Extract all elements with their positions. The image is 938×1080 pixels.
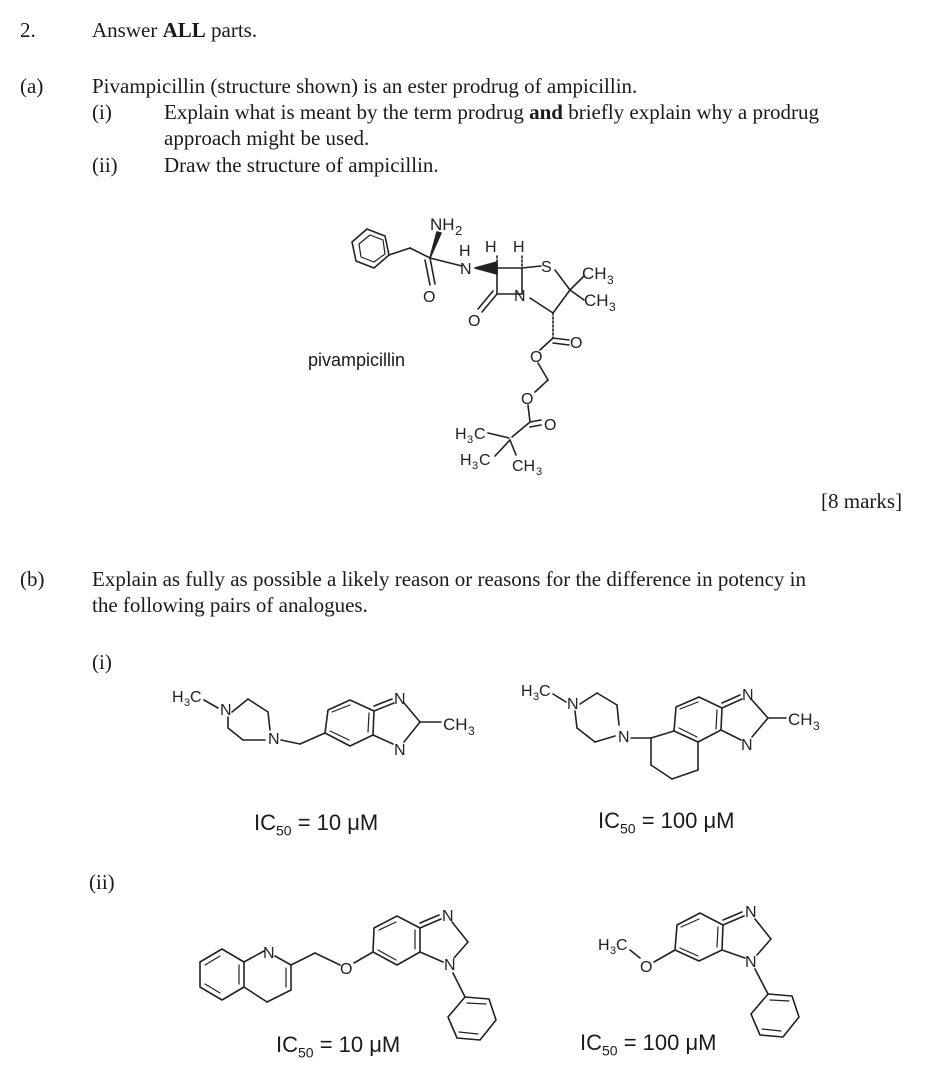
svg-text:H: H [172,689,184,706]
svg-text:C: C [539,683,551,700]
svg-text:N: N [514,288,526,305]
svg-text:2: 2 [455,223,463,238]
compound-name-label: pivampicillin [308,350,406,370]
svg-text:N: N [268,731,280,748]
svg-text:3: 3 [536,466,543,478]
svg-text:O: O [530,349,543,366]
svg-text:N: N [742,687,754,704]
svg-text:H: H [598,937,610,954]
part-b-label: (b) [20,567,45,591]
svg-text:C: C [616,937,628,954]
svg-text:H: H [485,239,497,256]
svg-text:N: N [618,729,630,746]
svg-text:N: N [263,945,275,962]
svg-text:H: H [521,683,533,700]
svg-text:N: N [394,691,406,708]
part-b-intro-line2: the following pairs of analogues. [92,593,368,617]
svg-text:O: O [570,335,583,352]
svg-text:C: C [479,452,491,469]
ic-prefix: IC [254,810,276,835]
ic-value: = 10 μM [291,810,379,835]
svg-text:3: 3 [468,724,475,738]
svg-text:3: 3 [533,691,540,703]
svg-text:CH: CH [512,458,536,475]
ic-subscript: 50 [298,1044,314,1061]
instruction-bold: ALL [162,18,206,42]
ic-subscript: 50 [620,820,636,837]
ic-subscript: 50 [602,1042,618,1059]
svg-text:NH: NH [430,215,455,234]
instruction-pre: Answer [92,18,163,42]
svg-text:H: H [459,243,471,260]
svg-text:3: 3 [607,273,614,287]
ic-prefix: IC [276,1032,298,1057]
svg-text:3: 3 [184,697,191,709]
pair-ii-left-ic50 [276,1032,400,1060]
svg-text:O: O [423,289,436,306]
svg-text:O: O [340,961,353,978]
svg-text:N: N [460,261,472,278]
question-number: 2. [20,18,36,42]
pair-ii-right-molecule [598,904,799,1037]
svg-text:N: N [220,702,232,719]
svg-text:N: N [567,696,579,713]
pair-ii-left-molecule [200,908,496,1040]
svg-text:CH: CH [582,264,607,283]
svg-text:H: H [460,452,472,469]
part-a-ii-text: Draw the structure of ampicillin. [164,153,439,177]
svg-text:CH: CH [443,715,468,734]
svg-text:O: O [468,313,481,330]
svg-text:S: S [541,259,552,276]
svg-text:N: N [741,737,753,754]
part-a-i-text-pre: Explain what is meant by the term prodrug [164,100,530,124]
instruction-post: parts. [205,18,258,42]
svg-text:CH: CH [584,291,609,310]
ic-value: = 100 μM [617,1030,717,1055]
svg-text:N: N [444,957,456,974]
ic-prefix: IC [598,808,620,833]
svg-text:O: O [521,391,534,408]
svg-text:3: 3 [609,300,616,314]
ic-value: = 10 μM [313,1032,401,1057]
svg-text:N: N [745,954,757,971]
ic-prefix: IC [580,1030,602,1055]
part-b-i-label: (i) [92,650,112,674]
part-a-i-text-line2: approach might be used. [164,126,370,150]
marks-label: [8 marks] [821,489,903,513]
svg-text:3: 3 [813,719,820,733]
part-a-i-label: (i) [92,100,112,124]
part-a-i-text-post: briefly explain why a prodrug [562,100,819,124]
part-a-i-text-bold: and [529,100,563,124]
svg-text:C: C [474,426,486,443]
part-b-ii-label: (ii) [89,870,115,894]
part-a-label: (a) [20,74,44,98]
svg-text:3: 3 [467,434,474,446]
part-a-intro: Pivampicillin (structure shown) is an ester prodrug of ampicillin. [92,74,638,98]
svg-text:O: O [640,959,653,976]
svg-text:3: 3 [472,460,479,472]
pair-ii-right-ic50 [580,1030,716,1058]
svg-text:H: H [455,426,467,443]
ic-value: = 100 μM [635,808,735,833]
svg-text:C: C [190,689,202,706]
svg-text:CH: CH [788,710,813,729]
part-b-intro-line1: Explain as fully as possible a likely reason or reasons for the difference in potency in [92,567,806,591]
svg-text:N: N [442,908,454,925]
svg-text:3: 3 [610,945,617,957]
svg-text:H: H [513,239,525,256]
ic-subscript: 50 [276,822,292,839]
svg-text:O: O [544,417,557,434]
svg-text:N: N [394,742,406,759]
svg-text:N: N [745,904,757,921]
part-a-ii-label: (ii) [92,153,118,177]
